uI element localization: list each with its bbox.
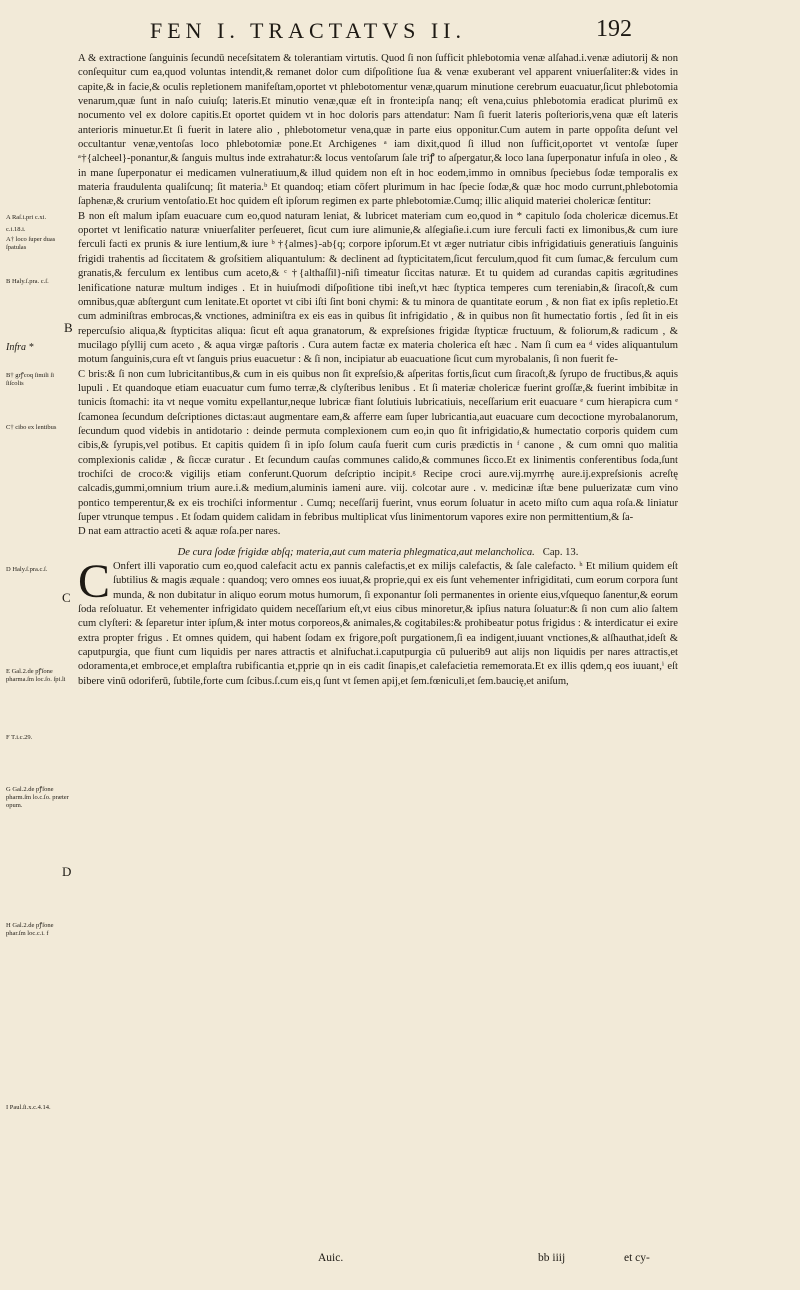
margin-note-e: E Gal.2.de pꝭſone pharma.ſm loc.ſo. ſpi.li	[6, 668, 66, 683]
margin-note-a2: c.i.18.i.	[6, 226, 26, 233]
margin-note-d: D Haly.ſ.pra.c.ſ.	[6, 566, 48, 573]
paragraph-b: B non eſt malum ipſam euacuare cum eo,quod naturam leniat, & lubricet materiam cum eo,quod in * capitulo ſoda cholericæ dicemus.Et oportet vt lenificatio naturæ vniuerſaliter perſeueret, ſicut cum iure alimunie,& alſegiaſie.i.cum iure ferculi facti ex limonibus,& cum iure ferculi facti ex prunis & iure lentium,& iure ᵇ †{almes}‑ab{q; corpore ipſorum.Et vt æger nutriatur cibis infrigidatiuis generatiuis ſanguinis frigidi trahentis ad ſiccitatem & groſsitiem aliquantulum: & declinent ad ſtypticitatem,ſicut ferculum,quod fit cum ſumac,& ferculum cum granatis,& ferculum ex lentibus cum aceto,& ᶜ †{althaſſil}‑niſi timeatur ſiccitas naturæ. Et tu quidem ad curandas capitis ægritudines lenificatione naturæ multum indiges . Et in huiuſmodi diſpoſitione tibi ineſt,vt hæc ſtyptica temperes cum tereniabin,& ſiracoſt,& cum omnibus,quæ abſtergunt cum lenitate.Et oportet vt cibi iſti ſint boni chymi: & tu minora de quantitate eorum , & non fiat ex ipſis repletio.Et cum adminiſtras embrocas,& vnctiones, adminiſtra ex eis eas in quibus ſit infrigidatio , & in quibus non ſit humectatio fortis , ſed ſit in eis repercuſsio aliqua,& ſtypticitas aliqua: ſicut eſt aqua granatorum, & expreſsiones frigidæ ſtypticæ fructuum, & foliorum,& radicum , & mucilago pſyllij cum aceto , & aqua virgæ paſtoris . Cura autem factæ ex materia cholerica eſt hæc . Nam ſi cum ea ᵈ vides aliquantulum motum ſanguinis,cura eſt vt ſanguis prius euacuetur : & ſi non, incipiatur ab euacuatione ſicut cum myrobalanis, ſi non fuerit fe‑	[78, 210, 678, 366]
margin-note-infra: Infra *	[6, 342, 34, 353]
chapter-text: Onfert illi vaporatio cum eo,quod calefacit actu ex pannis calefactis,et ex milijs calefactis, & ſale calefacto. ʰ Et milium quidem eſt ſubtilius & magis æquale : quandoq; vero omnes eos iuuat,& proprie,qui ex eis ſunt vehementer infrigiditati, cum eorum corpora ſunt munda, & non dubitatur in aliquo eorum motus humorum, ſi exponantur ſoli permanentes in oriente eius,vſquequo ſanentur,& eorum ſoda reſoluatur. Et vehementer infrigidato quidem neceſſarium eſt,vt eius cibus minoretur,& ipſius natura ſoluatur:& ſi non cum alio ſaltem cum clyſteri: & ſeparetur inter ipſum,& inter motus corporeos,& animales,& cogitabiles:& prohibeatur potus frigidus : & interdicatur ei exire extra propter frigus . Et omnes quidem, qui habent ſodam ex frigore,poſt purgationem,ſi ea indigent,iuuant vnctiones,& alſhauthat,ideſt & caputpurgia, que fiunt cum liquidis per nares attractis et alnifuchat.i.caputpurgia cū puluerib9 aut alijs non liquidis per nares attractis,et odoramenta,et embroce,et emplaſtra rubificantia et,pprie qn in eis cadit ſinapis,et calefacietia rememorata.Et ex illis qdem,q eos iuuant,ⁱ eſt bibere vinū odoriferū, ſubtile,forte cum ſcibus.ſ.cum eis,q ſunt vt ſemen apij,et ſem.fœniculi,et ſem.baucię,et aniſum,	[78, 561, 678, 687]
paragraph-d: D nat eam attractio aceti & aquæ roſa.per nares.	[78, 526, 281, 538]
signature-mark: bb iiij	[538, 1252, 566, 1264]
running-title: FEN I. TRACTATVS II.	[150, 18, 467, 43]
margin-note-b: B Haly.ſ.pra. c.ſ.	[6, 278, 49, 285]
chapter-paragraph	[78, 555, 678, 689]
catchword: Auic.	[318, 1252, 344, 1264]
chapter-number: Cap. 13.	[542, 546, 579, 558]
margin-note-a: A Raſ.i.pri c.xi.	[6, 214, 47, 221]
margin-note-g: G Gal.2.de pꝭſone pharm.ſm lo.c.ſo. præter opum.	[6, 786, 69, 809]
paragraph-c: C bris:& ſi non cum lubricitantibus,& cum in eis quibus non ſit expreſsio,& aſperitas fortis,ſicut cum ſiracoſt,& ſyrupo de fructibus,& aquis lupuli . Et quandoque etiam euacuatur cum fumo terræ,& clyſteribus lenibus . Et ſi materiæ cholericæ fuerint groſſæ,& fuerint imbibitæ in tunicis ſtomachi: ita vt neque vomitu expellantur,neque lubricæ fiant ſolutiuis lubricatiuis, neceſſarium erit euacuare ᵉ cum hierapicra cum ᵉ ſcamonea ſecundum deſcriptiones dictas:aut augmentare eam,& afferre eam ſuper lubricantia,aut euacuare cum decoctione myrobalanorum, ſecundum quod videbis in antidotario : deinde permuta complexionem cum eo,in quo ſit infrigidatio,& humectatio corporis quidem cum cibis,& ſyrupis,vel potibus. Et capitis quidem ſi in ipſo ſolum cauſa fuerit cum curis prædictis in ᶠ canone , & cum omni quo malitia complexionis calidæ , & ſiccæ curatur . Et ſecundum cauſas communes calido,& communes ſicco.Et ex linimentis conferentibus ſoda,ſunt trochiſci de croco:& vigilijs etiam conferunt.Quorum deſcriptio incipit.ᵍ Recipe croci aure.vij.myrrhę aure.ij.expreſsionis acreſtę calcadis,gummi,omnium trium aure.i.& medium,aluminis iameni aure. viij. colcotar aure . v. medicinæ iſtæ bene puluerizatæ cum vino pontico temperentur,& ex eis trochiſci informentur . Cumq; neceſſarij fuerint, vnus eorum ſoluatur in aceto miſto cum aqua roſa.& liniatur ſuper vtrunque tempus . Et ſodam quidem calidam in febribus multiplicat vſus linimentorum vapores exire non permittentium,& ſa‑	[78, 368, 678, 523]
next-word: et cy‑	[624, 1252, 650, 1264]
margin-note-h: H Gal.2.de pꝭſone phar.ſm loc.c.i. f	[6, 922, 54, 937]
margin-note-f: F T.i.c.29.	[6, 734, 33, 741]
section-letter-c: C	[62, 590, 71, 605]
margin-note-c-dagger: C† cibo ex lentibus	[6, 424, 57, 431]
section-letter-d: D	[62, 864, 72, 879]
chapter-heading	[78, 546, 678, 560]
chapter-title: De cura ſodæ frigidæ abſq; materia,aut cum materia phlegmatica,aut melancholica.	[177, 546, 535, 558]
drop-capital: C	[78, 555, 111, 609]
page-number: 192	[596, 16, 632, 42]
paragraph-a: A & extractione ſanguinis ſecundū neceſsitatem & tolerantiam virtutis. Quod ſi non ſufficit phlebotomia venæ alſahad.i.venæ adiutorij & non conſequitur cum ea,quod voluntas intendit,& remanet dolor cum diſpoſitione ſua & venæ exuberant vel apparent vniuerſaliter:& vides in capite,& in facie,& oculis repletionem manifeſtam,oportet vt phlebotomentur venæ,quarum minutione cerebrum euacuatur,ſicut phlebotomia venarum,quæ ſunt in naſo cuiuſq; lateris.Et minutio venæ,quæ eſt in fronte:ipſa nanq; eſt vena,cuius phlebotomia eradicat plurimū ex nocumento vel ex dolore capitis.Et oportet quidem vt in hoc doloris pars attendatur: Nam ſi fuerit lateris poſterioris,vena quæ eſt lateris anterioris minuetur.Et ſi fuerit in latere alio , phlebotometur vena,quæ in parte eius opponitur.Cum autem in parte oppoſita deſunt vel occultantur venæ,ventoſas loco phlebotomiæ pone.Et Archigenes ᵃ iam dixit,quod ſi illud non ſufficit,oportet vt ventoſæ ſuper ᵃ†{alcheel}‑ponantur,& ſanguis multus inde extrahatur:& locus ventoſarum ſale triꝭ to aſpergatur,& loco lana ſuperponatur infuſa in oleo , & in mane ſuperponatur ei medicamen vulneratiuum,& illud quidem non eſt in hoc eodem,immo in omnibus ſpeciebus ſodæ temporalis ex materia fraudulenta qualiſcunq; ſit materia.ᵇ Et quandoq; etiam cōfert plurimum in hac ſpecie ſodæ,& quæ hoc modo currunt,phlebotomia ſaphenæ,& crurium ventoſatio.Et hoc quidem eſt ipſorum regimen ex parte phlebotomiæ.Cumq; illic aliquid materiei cholericæ ſentitur:	[78, 53, 678, 208]
margin-note-a-dagger: A† loco ſuper duas ſpatulas	[6, 236, 56, 251]
section-letter-b: B	[64, 320, 73, 335]
margin-note-b-dagger: B† grꝭcoq ſimili ſi ſiſcolis	[6, 372, 55, 387]
margin-note-i: I Paul.ſi.x.c.4.14.	[6, 1104, 51, 1111]
main-text-column	[78, 52, 678, 689]
